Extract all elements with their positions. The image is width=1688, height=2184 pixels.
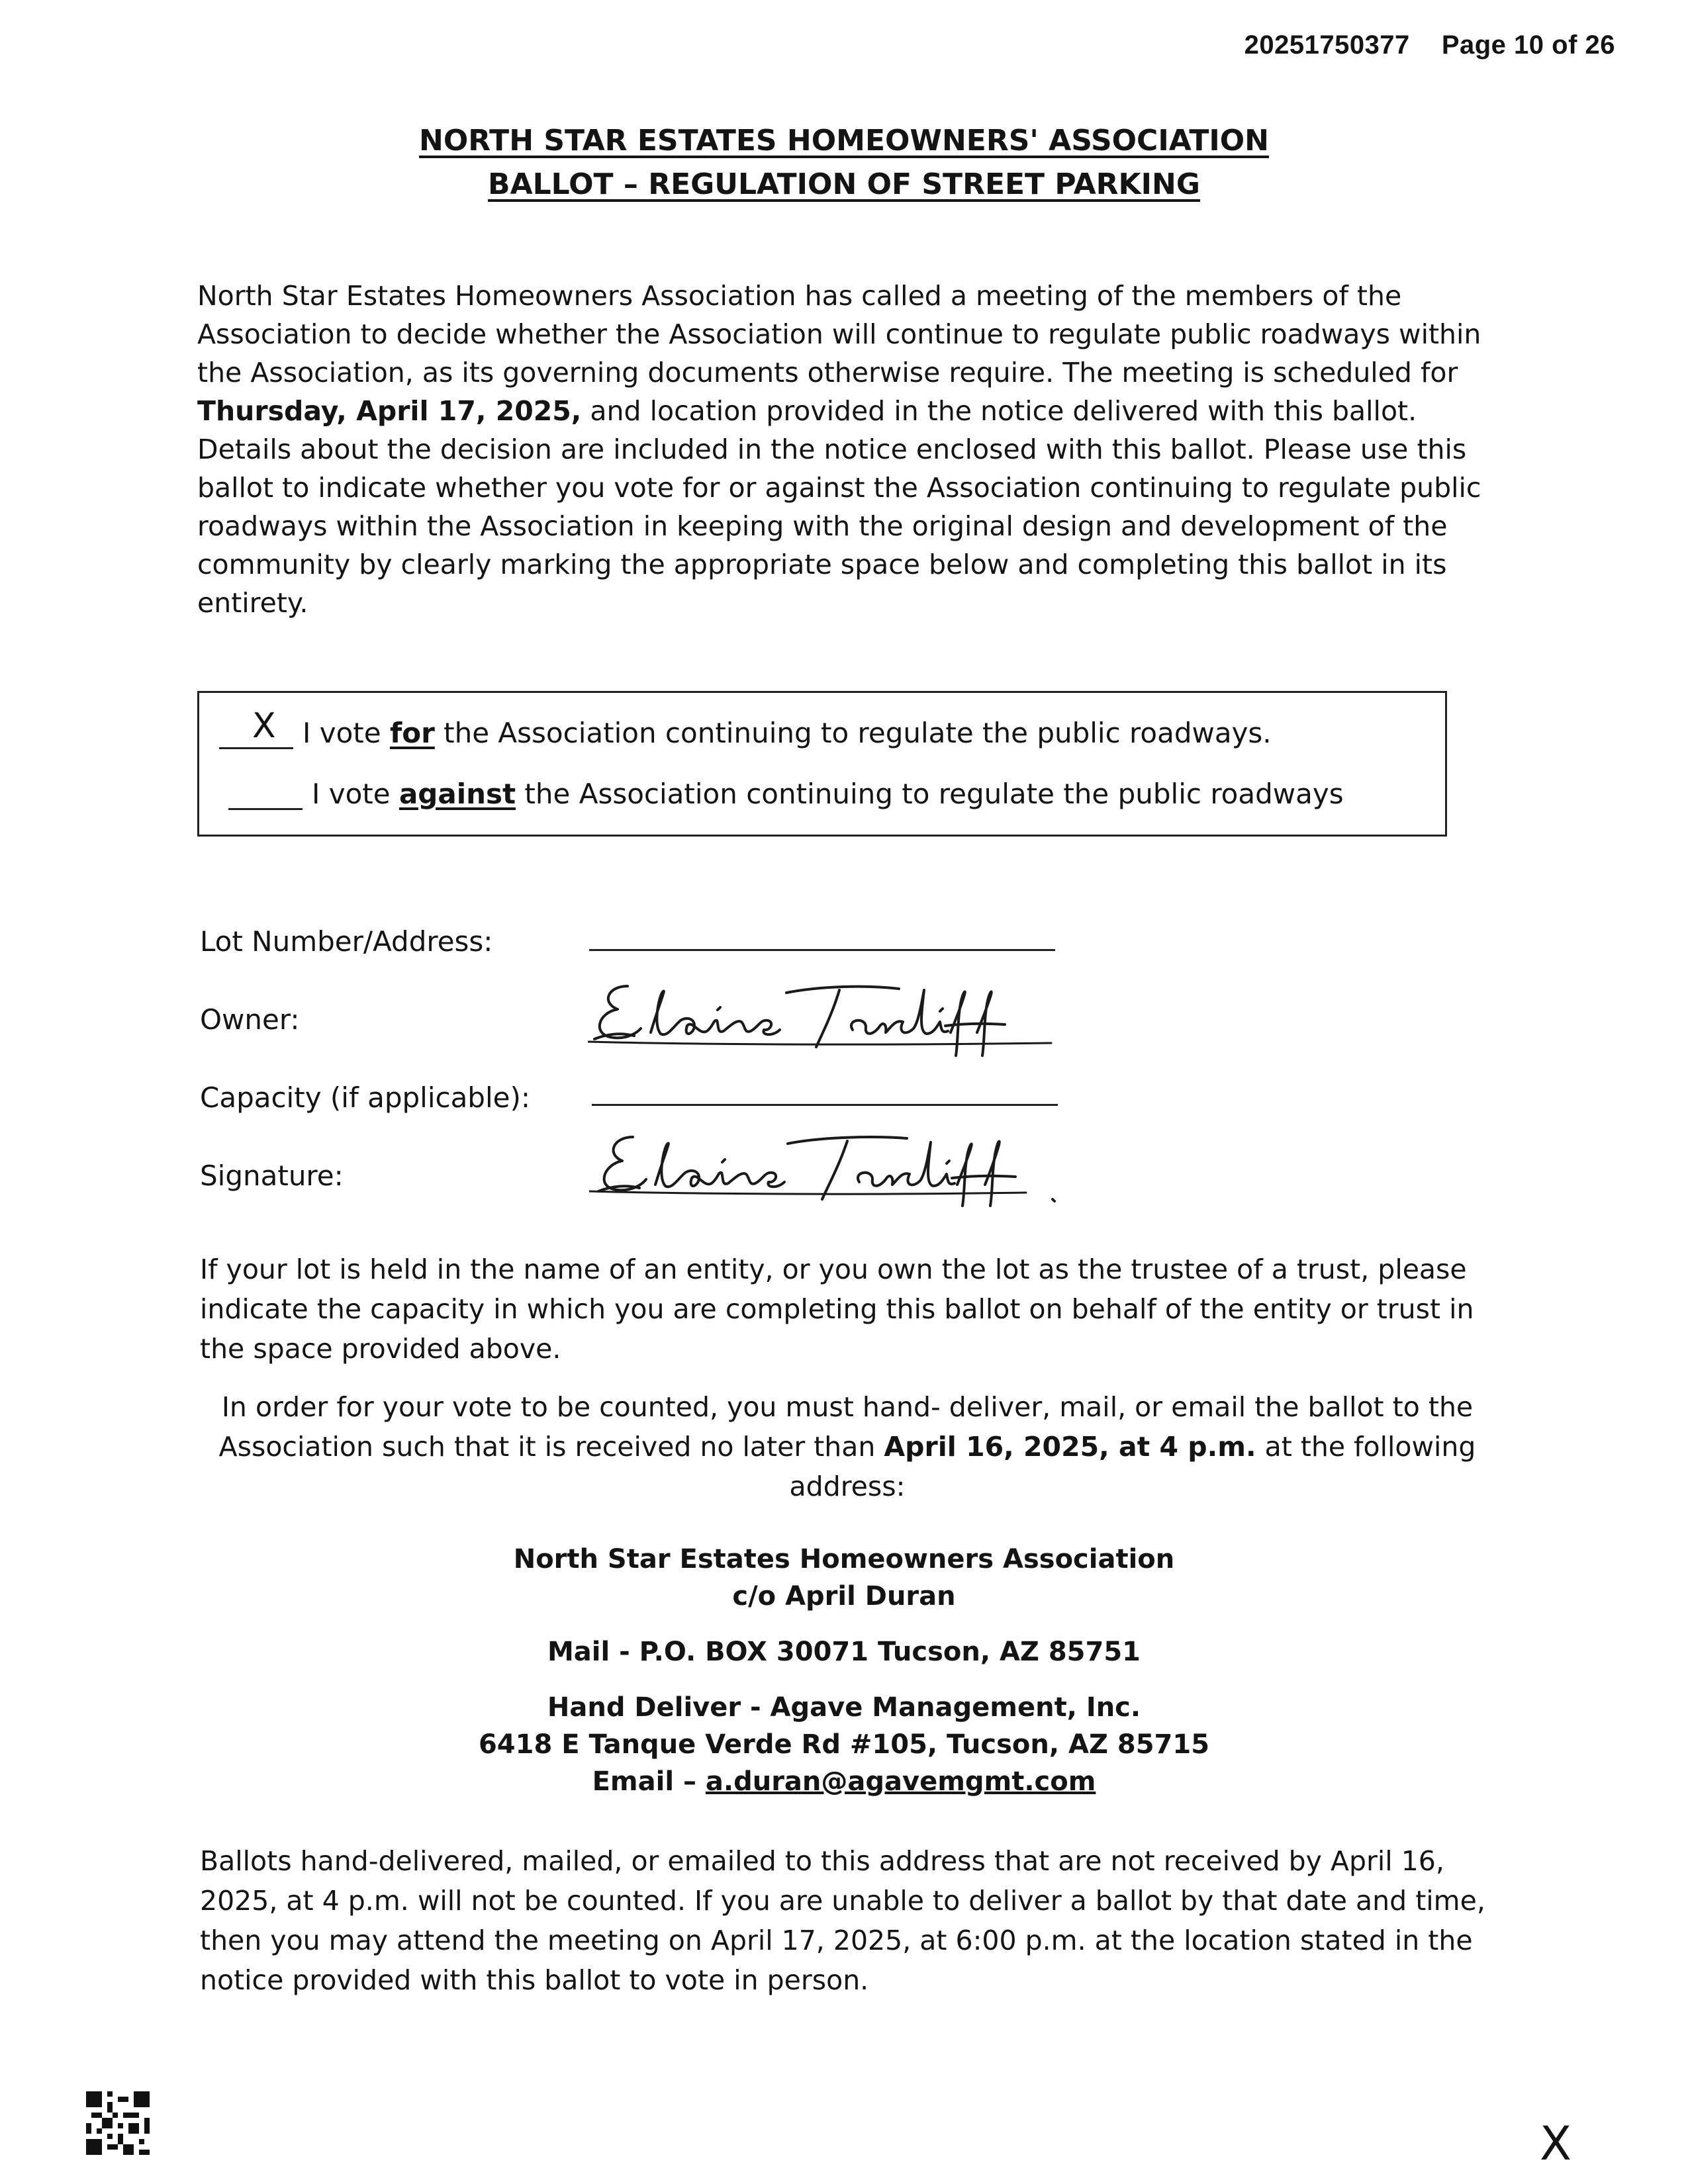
owner-label: Owner: xyxy=(200,1003,300,1036)
vote-for-mark: X xyxy=(252,706,276,746)
address-email-line xyxy=(0,1763,1688,1800)
signature-field[interactable] xyxy=(589,1125,1079,1211)
qr-code-icon xyxy=(86,2091,150,2155)
address-care-of: c/o April Duran xyxy=(732,1581,956,1612)
intro-paragraph xyxy=(197,277,1488,622)
delivery-text-2: at the following address: xyxy=(789,1431,1476,1502)
vote-against-prefix: I vote xyxy=(312,778,399,810)
address-street: 6418 E Tanque Verde Rd #105, Tucson, AZ 85715 xyxy=(478,1729,1210,1760)
delivery-instructions xyxy=(192,1387,1503,1506)
title-line-2: BALLOT – REGULATION OF STREET PARKING xyxy=(488,167,1200,201)
document-number: 20251750377 xyxy=(1244,30,1410,60)
meeting-date: Thursday, April 17, 2025, xyxy=(197,395,582,427)
address-mail: Mail - P.O. BOX 30071 Tucson, AZ 85751 xyxy=(547,1637,1141,1667)
vote-for-keyword: for xyxy=(389,717,435,749)
vote-for-suffix: the Association continuing to regulate the public roadways. xyxy=(434,717,1272,749)
intro-text-2: and location provided in the notice delivered with this ballot. Details about the decision are included in the notice enclosed with this ballot. Please use this ballot to indicate whether you vote for or against the Association continuing to regulate public roadways within the Association in keeping with the original design and development of the community by clearly marking the appropriate space below and completing this ballot in its entirety. xyxy=(197,395,1481,619)
vote-against-option[interactable] xyxy=(228,778,1344,810)
delivery-deadline: April 16, 2025, at 4 p.m. xyxy=(884,1431,1256,1463)
entity-note: If your lot is held in the name of an entity, or you own the lot as the trustee of a trust, please indicate the capacity in which you are completing this ballot on behalf of the entity or trust in the space provided above. xyxy=(200,1253,1474,1365)
vote-for-option[interactable] xyxy=(219,706,1272,749)
address-org: North Star Estates Homeowners Association xyxy=(513,1544,1175,1574)
lot-number-field[interactable] xyxy=(589,949,1055,951)
vote-for-checkbox[interactable] xyxy=(219,706,293,749)
address-block xyxy=(0,1541,1688,1800)
owner-field[interactable] xyxy=(588,973,1064,1059)
page-number: Page 10 of 26 xyxy=(1441,30,1615,60)
corner-mark: X xyxy=(1540,2116,1571,2171)
capacity-label: Capacity (if applicable): xyxy=(200,1081,531,1114)
address-hand-deliver: Hand Deliver - Agave Management, Inc. xyxy=(547,1692,1141,1723)
intro-text-1: North Star Estates Homeowners Association has called a meeting of the members of the Association to decide whether the Association will continue to regulate public roadways within the Association, as its governing documents otherwise require. The meeting is scheduled for xyxy=(197,280,1481,388)
vote-against-suffix: the Association continuing to regulate the public roadways xyxy=(516,778,1344,810)
closing-paragraph: Ballots hand-delivered, mailed, or emailed to this address that are not received by April 16, 2025, at 4 p.m. will not be counted. If you are unable to deliver a ballot by that date and time, then you may attend the meeting on April 17, 2025, at 6:00 p.m. at the location stated in the notice provided with this ballot to vote in person. xyxy=(200,1845,1485,1996)
owner-handwriting xyxy=(588,973,1064,1059)
vote-for-prefix: I vote xyxy=(303,717,390,749)
email-label: Email – xyxy=(592,1766,706,1797)
capacity-field[interactable] xyxy=(592,1104,1058,1106)
ballot-title xyxy=(0,119,1688,206)
vote-options-box xyxy=(197,691,1447,837)
signature-handwriting xyxy=(589,1125,1079,1211)
vote-against-keyword: against xyxy=(399,778,516,810)
document-header xyxy=(1244,30,1615,60)
vote-against-checkbox[interactable] xyxy=(228,778,303,810)
lot-number-label: Lot Number/Address: xyxy=(200,925,493,958)
email-link[interactable]: a.duran@agavemgmt.com xyxy=(705,1766,1096,1797)
signature-label: Signature: xyxy=(200,1160,344,1192)
title-line-1: NORTH STAR ESTATES HOMEOWNERS' ASSOCIATION xyxy=(419,124,1269,158)
delivery-text-1: In order for your vote to be counted, you must hand- deliver, mail, or email the ballot to the Association such that it is received no later than xyxy=(218,1391,1474,1463)
